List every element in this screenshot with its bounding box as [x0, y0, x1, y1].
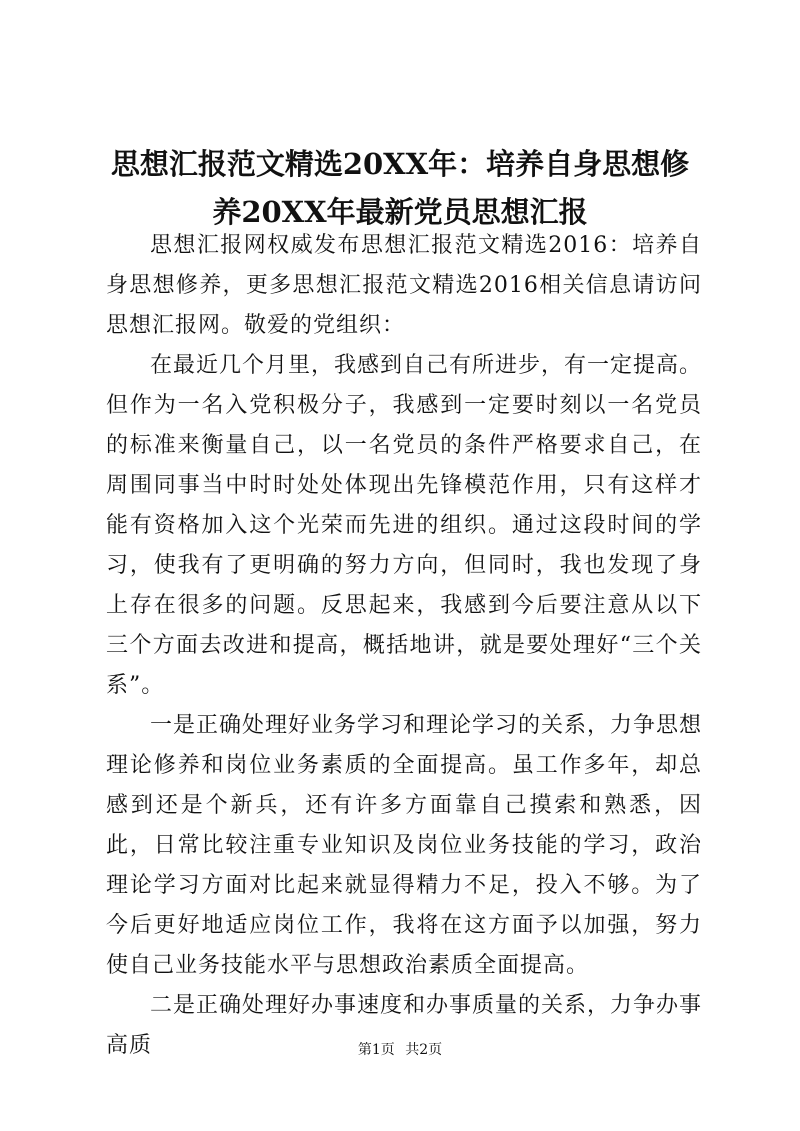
- document-body: [106, 226, 702, 1066]
- page-number: 第1页: [357, 1042, 395, 1058]
- paragraph-relation-two: 二是正确处理好办事速度和办事质量的关系，力争办事高质: [106, 993, 703, 1058]
- document-title: 思想汇报范文精选20XX年：培养自身思想修养20XX年最新党员思想汇报: [110, 147, 690, 229]
- page-total: 共2页: [405, 1042, 443, 1058]
- paragraph-intro: 思想汇报网权威发布思想汇报范文精选2016：培养自身思想修养，更多思想汇报范文精选2016相关信息请访问思想汇报网。敬爱的党组织：: [106, 233, 702, 338]
- paragraph-progress: 在最近几个月里，我感到自己有所进步，有一定提高。但作为一名入党积极分子，我感到一定要时刻以一名党员的标准来衡量自己，以一名党员的条件严格要求自己，在周围同事当中时时处处体现出先锋模范作用，只有这样才能有资格加入这个光荣而先进的组织。通过这段时间的学习，使我有了更明确的努力方向，但同时，我也发现了身上存在很多的问题。反思起来，我感到今后要注意从以下三个方面去改进和提高，概括地讲，就是要处理好“三个关系”。: [106, 353, 703, 698]
- paragraph-relation-one: 一是正确处理好业务学习和理论学习的关系，力争思想理论修养和岗位业务素质的全面提高。虽工作多年，却总感到还是个新兵，还有许多方面靠自己摸索和熟悉，因此，日常比较注重专业知识及岗位业务技能的学习，政治理论学习方面对比起来就显得精力不足，投入不够。为了今后更好地适应岗位工作，我将在这方面予以加强，努力使自己业务技能水平与思想政治素质全面提高。: [106, 713, 703, 978]
- page-footer: [0, 1040, 800, 1060]
